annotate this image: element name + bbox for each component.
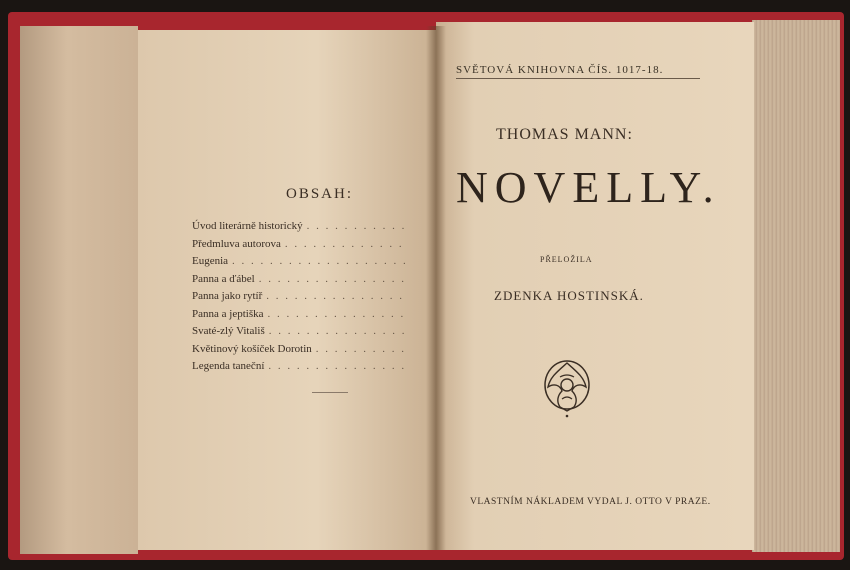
contents-item-label: Panna a jeptiška xyxy=(192,307,264,320)
contents-heading: OBSAH: xyxy=(286,186,354,202)
leader-dots xyxy=(259,273,406,285)
right-page xyxy=(436,22,754,550)
contents-item xyxy=(192,255,406,273)
contents-item xyxy=(192,238,406,256)
author-name: THOMAS MANN: xyxy=(496,126,633,143)
contents-item-label: Panna jako rytíř xyxy=(192,290,263,302)
contents-item xyxy=(192,360,406,378)
left-page-edges xyxy=(20,26,138,554)
contents-item xyxy=(192,343,406,361)
contents-item-label: Svaté-zlý Vitališ xyxy=(192,325,265,337)
leader-dots xyxy=(266,290,406,302)
book-title: NOVELLY. xyxy=(456,163,721,212)
leader-dots xyxy=(269,325,406,337)
leader-dots xyxy=(268,360,406,372)
contents-item-label: Úvod literárně historický xyxy=(192,220,303,232)
contents-item-label: Panna a ďábel xyxy=(192,272,255,285)
contents-item xyxy=(192,273,406,291)
translated-by-label: PŘELOŽILA xyxy=(540,255,593,264)
leader-dots xyxy=(232,255,406,267)
leader-dots xyxy=(285,238,406,250)
leader-dots xyxy=(267,308,406,320)
contents-item-label: Legenda taneční xyxy=(192,360,265,372)
leader-dots xyxy=(316,343,406,355)
contents-item-label: Květinový košíček Dorotin xyxy=(192,342,312,355)
contents-item-label: Eugenia xyxy=(192,255,229,267)
contents-end-rule xyxy=(312,392,348,393)
right-page-edges xyxy=(752,20,840,552)
translator-name: ZDENKA HOSTINSKÁ. xyxy=(494,288,644,303)
contents-item-label: Předmluva autorova xyxy=(192,237,281,250)
contents-item xyxy=(192,290,406,308)
contents-item xyxy=(192,325,406,343)
series-line: SVĚTOVÁ KNIHOVNA ČÍS. 1017-18. xyxy=(456,64,700,79)
book-gutter xyxy=(426,26,446,550)
contents-item xyxy=(192,220,406,238)
contents-item xyxy=(192,308,406,326)
publisher-imprint: VLASTNÍM NÁKLADEM VYDAL J. OTTO V PRAZE. xyxy=(470,497,711,507)
contents-list xyxy=(192,220,406,378)
publisher-emblem-icon xyxy=(536,355,598,419)
leader-dots xyxy=(307,220,406,232)
